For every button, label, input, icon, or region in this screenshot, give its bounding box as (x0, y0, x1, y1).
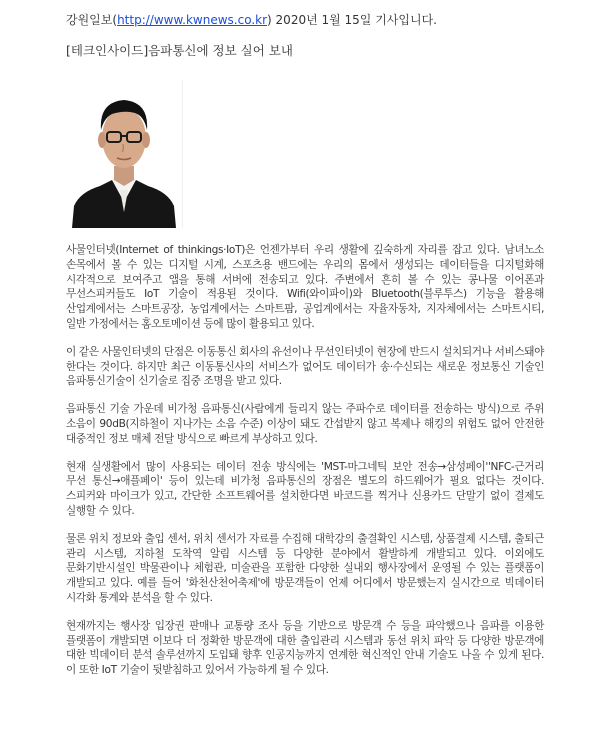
portrait-image (66, 80, 182, 228)
source-line: 강원일보(http://www.kwnews.co.kr) 2020년 1월 15일 기사입니다. (66, 13, 437, 27)
author-portrait (66, 80, 183, 228)
article-paragraph: 음파통신 기술 가운데 비가청 음파통신(사람에게 들리지 않는 주파수로 데이터를 전송하는 방식)으로 주위 소음이 90dB(지하철이 지나가는 소음 수준) 이상이 돼도 간섭받지 않고 복제나 해킹의 위험도 없어 안전한 대중적인 정보 매체 전달 방식으로 빠르게 부상하고 있다. (66, 403, 544, 445)
source-link[interactable]: http://www.kwnews.co.kr (117, 13, 268, 27)
article-headline: [테크인사이드]음파통신에 정보 실어 보내 (66, 43, 293, 58)
article-body (66, 243, 544, 678)
article-paragraph: 물론 위치 정보와 출입 센서, 위치 센서가 자료를 수집해 대학강의 출결확인 시스템, 상품결제 시스템, 출퇴근 관리 시스템, 지하철 도착역 알림 시스템 등 다양한 분야에서 활발하게 개발되고 있다. 이외에도 문화기반시설인 박물관이나 체험관, 미술관을 포함한 다양한 실내외 행사장에서 운영될 수 있는 플랫폼이 개발되고 있다. 예를 들어 '화천산천어축제'에 방문객들이 언제 어디에서 방문했는지 실시간으로 빅데이터 시각화 통계와 분석을 할 수 있다. (66, 532, 544, 604)
article-paragraph: 사물인터넷(Internet of thinkings·IoT)은 언젠가부터 우리 생활에 깊숙하게 자리를 잡고 있다. 남녀노소 손목에서 볼 수 있는 디지털 시계, 스포츠용 밴드에는 우리의 몸에서 생성되는 데이터들을 디지털화해 시각적으로 보여주고 앱을 통해 서버에 전송되고 있다. 주변에서 흔히 볼 수 있는 콩나물 이어폰과 무선스피커들도 IoT 기술이 적용된 것이다. Wifi(와이파이)와 Bluetooth(블루투스) 기능을 활용해 산업계에서는 스마트공장, 농업계에서는 스마트팜, 공업계에서는 자율자동차, 지자체에서는 스마트시티, 일반 가정에서는 홈오토메이션 등에 많이 활용되고 있다. (66, 244, 544, 330)
publisher-name: 강원일보 (66, 13, 113, 27)
article-paragraph: 현재 실생활에서 많이 사용되는 데이터 전송 방식에는 'MST-마그네틱 보안 전송→삼성페이''NFC-근거리 무선 통신→애플페이' 등이 있는데 비가청 음파통신의 장점은 별도의 하드웨어가 필요 없다는 것이다. 스피커와 마이크가 있고, 간단한 소프트웨어를 설치한다면 바코드를 찍거나 신용카드 단말기 없이 결제도 실행할 수 있다. (66, 460, 544, 517)
article-paragraph: 이 같은 사물인터넷의 단점은 이동통신 회사의 유선이나 무선인터넷이 현장에 반드시 설치되거나 서비스돼야 한다는 것이다. 하지만 최근 이동통신사의 서비스가 없어도 데이터가 송·수신되는 새로운 정보통신 기술인 음파통신기술이 신기술로 집중 조명을 받고 있다. (66, 345, 544, 388)
publish-date: 2020년 1월 15일 기사입니다. (275, 13, 437, 27)
article-paragraph: 현재까지는 행사장 입장권 판매나 교통량 조사 등을 기반으로 방문객 수 등을 파악했으나 음파를 이용한 플랫폼이 개발되면 이보다 더 정확한 방문객에 대한 출입관리 시스템과 동선 위치 파악 등 다양한 방문객에 대한 빅데이터 분석 솔루션까지 도입돼 향후 인공지능까지 연계한 혁신적인 안내 기술도 나올 수 있게 된다. 이 또한 IoT 기술이 뒷받침하고 있어서 가능하게 될 수 있다. (66, 619, 544, 677)
